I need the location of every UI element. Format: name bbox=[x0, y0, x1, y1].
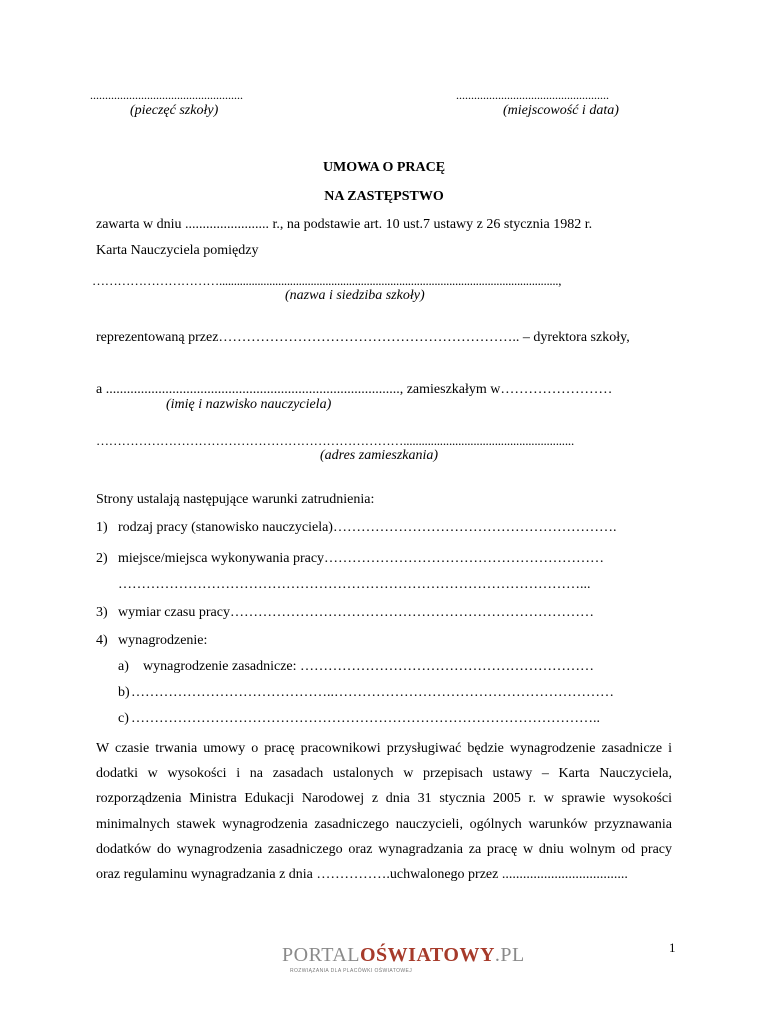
sub-item-number: b) bbox=[118, 685, 130, 700]
sub-item-text: wynagrodzenie zasadnicze: ……………………………………………………… bbox=[143, 659, 595, 674]
document-title: UMOWA O PRACĘ bbox=[322, 160, 446, 175]
list-item-number: 3) bbox=[96, 605, 108, 620]
portal-oswiatowy-logo bbox=[282, 944, 525, 974]
contract-intro-line-2: Karta Nauczyciela pomiędzy bbox=[96, 243, 259, 258]
salary-paragraph: W czasie trwania umowy o pracę pracownikowi przysługiwać będzie wynagrodzenie zasadnicze i dodatki w wysokości i na zasadach ustalonych w przepisach ustawy – Karta Nauczyciela, rozporządzenia Ministra Edukacji Narodowej z dnia 31 stycznia 2005 r. w sprawie wysokości minimalnych stawek wynagrodzenia zasadniczego nauczycieli, ogólnych warunków przyznawania dodatków do wynagrodzenia zasadniczego oraz wynagradzania za pracę w dniu wolnym od pracy oraz regulaminu wynagradzania z dnia …………….uchwalonego przez .................................... bbox=[96, 741, 672, 883]
list-item-text: wymiar czasu pracy…………………………………………………………………… bbox=[118, 605, 594, 620]
school-name-label: (nazwa i siedziba szkoły) bbox=[285, 288, 425, 303]
list-item-text: miejsce/miejsca wykonywania pracy…………………………………………………… bbox=[118, 551, 605, 566]
logo-text-pl: .PL bbox=[494, 944, 525, 966]
page-number: 1 bbox=[669, 940, 676, 955]
list-item-continuation: ………………………………………………………………………………………... bbox=[118, 577, 591, 592]
school-name-dots: …………………………..................................................................................................................., bbox=[92, 273, 562, 288]
contract-intro-line: zawarta w dniu ........................ r., na podstawie art. 10 ust.7 ustawy z 26 stycznia 1982 r. bbox=[96, 217, 593, 232]
school-stamp-dots: ................................................... bbox=[90, 88, 243, 102]
place-date-label: (miejscowość i data) bbox=[503, 103, 619, 118]
sub-item-text: ……………………………………..…………………………………………………… bbox=[131, 685, 614, 700]
conditions-intro: Strony ustalają następujące warunki zatrudnienia: bbox=[96, 492, 375, 507]
list-item-text: wynagrodzenie: bbox=[118, 633, 208, 648]
representative-line: reprezentowaną przez……………………………………………………….. – dyrektora szkoły, bbox=[96, 330, 630, 345]
address-dots: ………………………………………………………………........................................................ bbox=[96, 433, 575, 448]
sub-item-number: c) bbox=[118, 711, 129, 726]
document-subtitle: NA ZASTĘPSTWO bbox=[324, 189, 444, 204]
teacher-line: a ...................................................................................., zamieszkałym w…………………… bbox=[96, 382, 613, 397]
school-stamp-label: (pieczęć szkoły) bbox=[130, 103, 219, 118]
sub-item-text: ……………………………………………………………………………………….. bbox=[131, 711, 600, 726]
place-date-dots: ................................................... bbox=[456, 88, 609, 102]
logo-text-oswiatowy: OŚWIATOWY bbox=[359, 944, 495, 966]
logo-tagline: ROZWIĄZANIA DLA PLACÓWKI OŚWIATOWEJ bbox=[290, 968, 413, 974]
list-item-number: 1) bbox=[96, 520, 108, 535]
sub-item-number: a) bbox=[118, 659, 129, 674]
teacher-name-label: (imię i nazwisko nauczyciela) bbox=[166, 397, 332, 412]
list-item-text: rodzaj pracy (stanowisko nauczyciela)……………………………………………………. bbox=[118, 520, 617, 535]
list-item-number: 4) bbox=[96, 633, 108, 648]
address-label: (adres zamieszkania) bbox=[320, 448, 439, 463]
list-item-number: 2) bbox=[96, 551, 108, 566]
logo-text-portal: PORTAL bbox=[282, 944, 360, 966]
